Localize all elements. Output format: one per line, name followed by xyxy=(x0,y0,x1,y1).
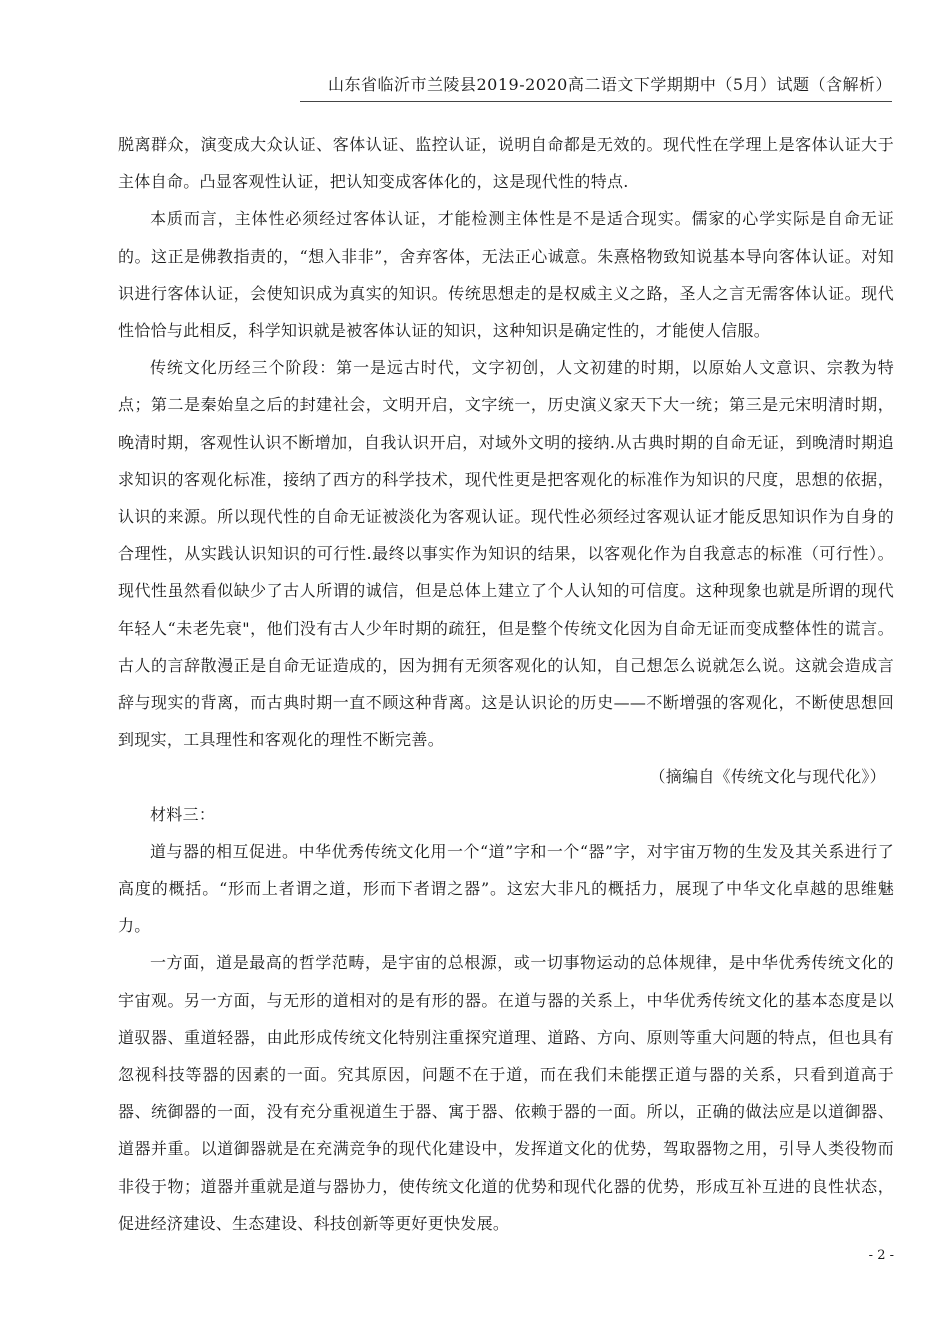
paragraph-three-stages: 传统文化历经三个阶段：第一是远古时代，文字初创，人文初建的时期，以原始人文意识、宗教为特点；第二是秦始皇之后的封建社会，文明开启，文字统一，历史演义家天下大一统；第三是元宋明清时期，晚清时期，客观性认识不断增加，自我认识开启，对域外文明的接纳.从古典时期的自命无证，到晚清时期追求知识的客观化标准，接纳了西方的科学技术，现代性更是把客观化的标准作为知识的尺度，思想的依据，认识的来源。所以现代性的自命无证被淡化为客观认证。现代性必须经过客观认证才能反思知识作为自身的合理性，从实践认识知识的可行性.最终以事实作为知识的结果，以客观化作为自我意志的标准（可行性）。现代性虽然看似缺少了古人所谓的诚信，但是总体上建立了个人认知的可信度。这种现象也就是所谓的现代年轻人“未老先衰"，他们没有古人少年时期的疏狂，但是整个传统文化因为自命无证而变成整体性的谎言。古人的言辞散漫正是自命无证造成的，因为拥有无须客观化的认知，自己想怎么说就怎么说。这就会造成言辞与现实的背离，而古典时期一直不顾这种背离。这是认识论的历史——不断增强的客观化，不断使思想回到现实，工具理性和客观化的理性不断完善。 xyxy=(118,358,894,750)
page-header: 山东省临沂市兰陵县2019-2020高二语文下学期期中（5月）试题（含解析） xyxy=(300,72,892,102)
material-three-label: 材料三： xyxy=(150,804,216,824)
paragraph-continuation: 脱离群众，演变成大众认证、客体认证、监控认证，说明自命都是无效的。现代性在学理上是客体认证大于主体自命。凸显客观性认证，把认知变成客体化的，这是现代性的特点. xyxy=(118,135,894,192)
paragraph-dao-qi-intro: 道与器的相互促进。中华优秀传统文化用一个“道”字和一个“器”字，对宇宙万物的生发及其关系进行了高度的概括。“形而上者谓之道，形而下者谓之器”。这宏大非凡的概括力，展现了中华文化卓越的思维魅力。 xyxy=(118,841,894,936)
paragraph-subject-verification: 本质而言，主体性必须经过客体认证，才能检测主体性是不是适合现实。儒家的心学实际是自命无证的。这正是佛教指责的，“想入非非”，舍弃客体，无法正心诚意。朱熹格物致知说基本导向客体认证。对知识进行客体认证，会使知识成为真实的知识。传统思想走的是权威主义之路，圣人之言无需客体认证。现代性恰恰与此相反，科学知识就是被客体认证的知识，这种知识是确定性的，才能使人信服。 xyxy=(118,209,894,341)
source-citation: （摘编自《传统文化与现代化》） xyxy=(649,767,886,787)
paragraph-dao-qi-relation: 一方面，道是最高的哲学范畴，是宇宙的总根源，或一切事物运动的总体规律，是中华优秀传统文化的宇宙观。另一方面，与无形的道相对的是有形的器。在道与器的关系上，中华优秀传统文化的基本态度是以道驭器、重道轻器，由此形成传统文化特别注重探究道理、道路、方向、原则等重大问题的特点，但也具有忽视科技等器的因素的一面。究其原因，问题不在于道，而在我们未能摆正道与器的关系，只看到道高于器、统御器的一面，没有充分重视道生于器、寓于器、依赖于器的一面。所以，正确的做法应是以道御器、道器并重。以道御器就是在充满竞争的现代化建设中，发挥道文化的优势，驾取器物之用，引导人类役物而非役于物；道器并重就是道与器协力，使传统文化道的优势和现代化器的优势，形成互补互进的良性状态，促进经济建设、生态建设、科技创新等更好更快发展。 xyxy=(118,953,894,1233)
page-number: - 2 - xyxy=(868,1248,894,1263)
document-body xyxy=(118,126,894,1242)
